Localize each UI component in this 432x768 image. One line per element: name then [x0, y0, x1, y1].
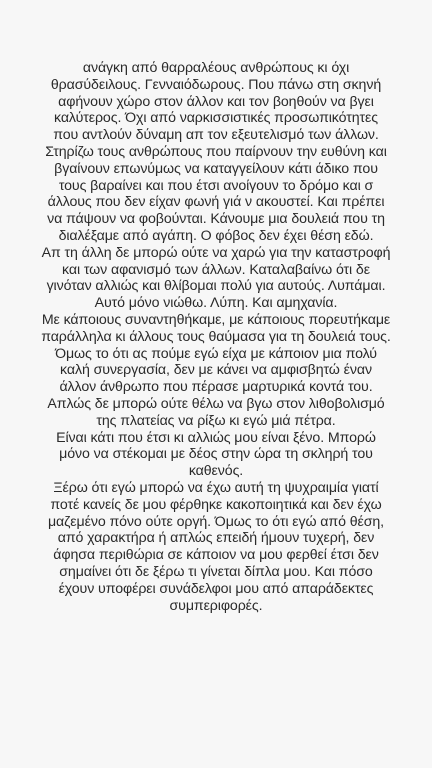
- text-line: αφήνουν χώρο στον άλλον και τον βοηθούν να βγει: [58, 93, 374, 110]
- text-line: της πλατείας να ρίξω κι εγώ μιά πέτρα.: [96, 412, 336, 429]
- text-line: καλή συνεργασία, δεν με κάνει να αμφισβητώ έναν: [60, 362, 372, 379]
- text-line: διαλέξαμε από αγάπη. Ο φόβος δεν έχει θέση εδώ.: [58, 227, 374, 244]
- bottom-fade: [0, 730, 432, 768]
- text-line: θρασύδειλους. Γενναιόδωρους. Που πάνω στη σκηνή: [50, 76, 382, 93]
- text-line: Με κάποιους συναντηθήκαμε, με κάποιους πορευτήκαμε: [41, 311, 391, 328]
- text-line: από χαρακτήρα ή απλώς επειδή ήμουν τυχερή, δεν: [57, 530, 375, 547]
- text-line: άφησα περιθώρια σε κάποιον να μου φερθεί έτσι δεν: [53, 547, 379, 564]
- text-line: τους βαραίνει και που έτσι ανοίγουν το δρόμο και σ: [58, 177, 374, 194]
- text-line: σημαίνει ότι δε ξέρω τι γίνεται δίπλα μου. Και πόσο: [59, 563, 373, 580]
- text-line: ανάγκη από θαρραλέους ανθρώπους κι όχι: [82, 60, 350, 76]
- text-line: Απλώς δε μπορώ ούτε θέλω να βγω στον λιθοβολισμό: [47, 395, 385, 412]
- story-text: [0, 60, 432, 760]
- text-line: ποτέ κανείς δε μου φέρθηκε κακοποιητικά και δεν έχω: [50, 496, 382, 513]
- text-line: Στηρίζω τους ανθρώπους που παίρνουν την ευθύνη και: [45, 143, 387, 160]
- text-line: που αντλούν δύναμη απ τον εξευτελισμό των άλλων.: [53, 127, 379, 144]
- text-line: έχουν υποφέρει συνάδελφοι μου από απαράδεκτες: [58, 580, 374, 597]
- text-line: συμπεριφορές.: [169, 597, 263, 614]
- text-line: άλλους που δεν είχαν φωνή γιά ν ακουστεί. Και πρέπει: [47, 194, 385, 211]
- text-line: Όμως το ότι ας πούμε εγώ είχα με κάποιον μια πολύ: [55, 345, 377, 362]
- text-line: καθενός.: [188, 463, 244, 480]
- text-line: μόνο να στέκομαι με δέος στην ώρα τη σκληρή του: [59, 446, 373, 463]
- text-line: Ξέρω ότι εγώ μπορώ να έχω αυτή τη ψυχραιμία γιατί: [53, 479, 379, 496]
- text-line: Αυτό μόνο νιώθω. Λύπη. Και αμηχανία.: [94, 295, 338, 312]
- text-line: παράλληλα κι άλλους τους θαύμασα για τη δουλειά τους.: [41, 328, 391, 345]
- text-line: Είναι κάτι που έτσι κι αλλιώς μου είναι ξένο. Μπορώ: [56, 429, 376, 446]
- text-line: καλύτερος. Όχι από ναρκισσιστικές προσωπικότητες: [54, 110, 378, 127]
- text-line: άλλον άνθρωπο που πέρασε μαρτυρικά κοντά του.: [59, 379, 373, 396]
- text-line: βγαίνουν επωνύμως να καταγγείλουν κάτι άδικο που: [54, 160, 378, 177]
- text-line: μαζεμένο πόνο ούτε οργή. Όμως το ότι εγώ από θέση,: [47, 513, 385, 530]
- text-line: να πάψουν να φοβούνται. Κάνουμε μια δουλειά που τη: [47, 211, 385, 228]
- text-line: γινόταν αλλιώς και θλίβομαι πολύ για αυτούς. Λυπάμαι.: [46, 278, 386, 295]
- text-line: και των αφανισμό των άλλων. Καταλαβαίνω ότι δε: [62, 261, 370, 278]
- text-line: Απ τη άλλη δε μπορώ ούτε να χαρώ για την καταστροφή: [41, 244, 391, 261]
